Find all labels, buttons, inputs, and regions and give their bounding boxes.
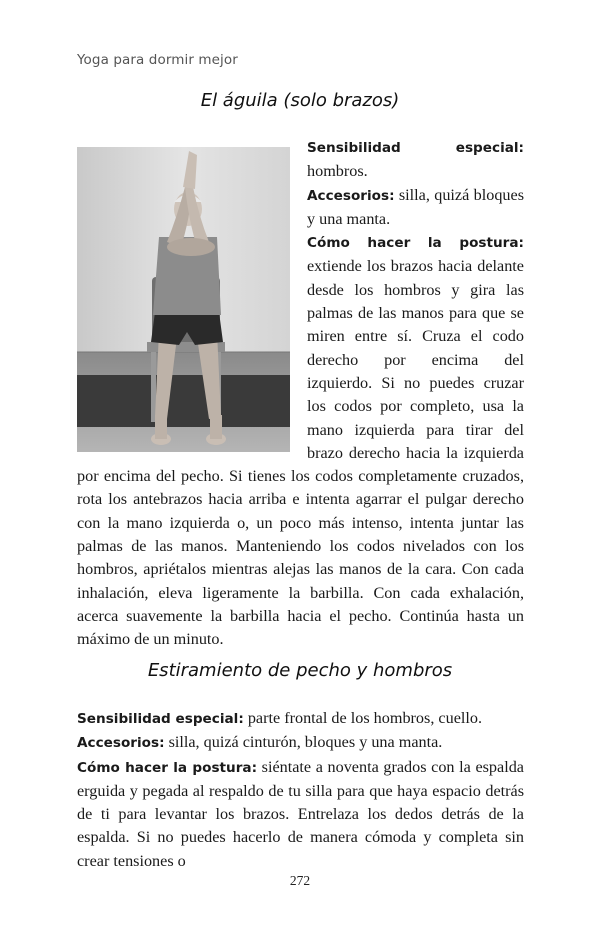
section2-body [77,707,524,873]
como-text: extiende los brazos hacia delante desde los hombros y gira las palmas de las manos para que se miren entre sí. Cruza el codo derecho por encima del izquierdo. Si no puedes cruzar los codos por completo, usa la mano izquierda para tirar del brazo derecho hacia la izquierda por encima del pecho. Si tienes los codos completamente cruzados, rota los antebrazos hacia arriba e intenta agarrar el pulgar derecho con la mano izquierda o, un poco más intenso, intenta juntar las palmas de las manos. Manteniendo los codos nivelados con los hombros, apriétalos mientras alejas las manos de la cara. Con cada inhalación, eleva ligeramente la barbilla. Con cada exhalación, acerca suavemente la barbilla hacia el pecho. Continúa hasta un máximo de un minuto. [77,257,524,649]
accesorios-label: Accesorios: [307,187,395,204]
running-head: Yoga para dormir mejor [77,52,238,68]
section1-body [77,136,524,652]
accesorios-label-2: Accesorios: [77,735,165,752]
sensibilidad-label: Sensibilidad especial: [307,140,524,156]
section-title-pecho-hombros: Estiramiento de pecho y hombros [147,660,453,681]
accesorios-text: silla, quizá bloques y una manta. [307,185,524,228]
como-label: Cómo hacer la postura: [307,235,524,252]
sensibilidad-text: hombros. [307,162,368,181]
photo-float-spacer [77,136,290,452]
accesorios-text-2: silla, quizá cinturón, bloques y una manta. [164,733,443,752]
section-title-aguila: El águila (solo brazos) [200,90,400,111]
page-number: 272 [289,873,311,888]
como-label-2: Cómo hacer la postura: [77,759,258,776]
como-text-2: siéntate a noventa grados con la espalda erguida y pegada al respaldo de tu silla para que haya espacio detrás de ti para levantar los brazos. Entrelaza los dedos detrás de la espalda. Si no puedes hacerlo de manera cómoda y completa sin crear tensiones o [77,757,524,870]
sensibilidad-text-2: parte frontal de los hombros, cuello. [243,709,483,727]
sensibilidad-label-2: Sensibilidad especial: [77,711,244,727]
